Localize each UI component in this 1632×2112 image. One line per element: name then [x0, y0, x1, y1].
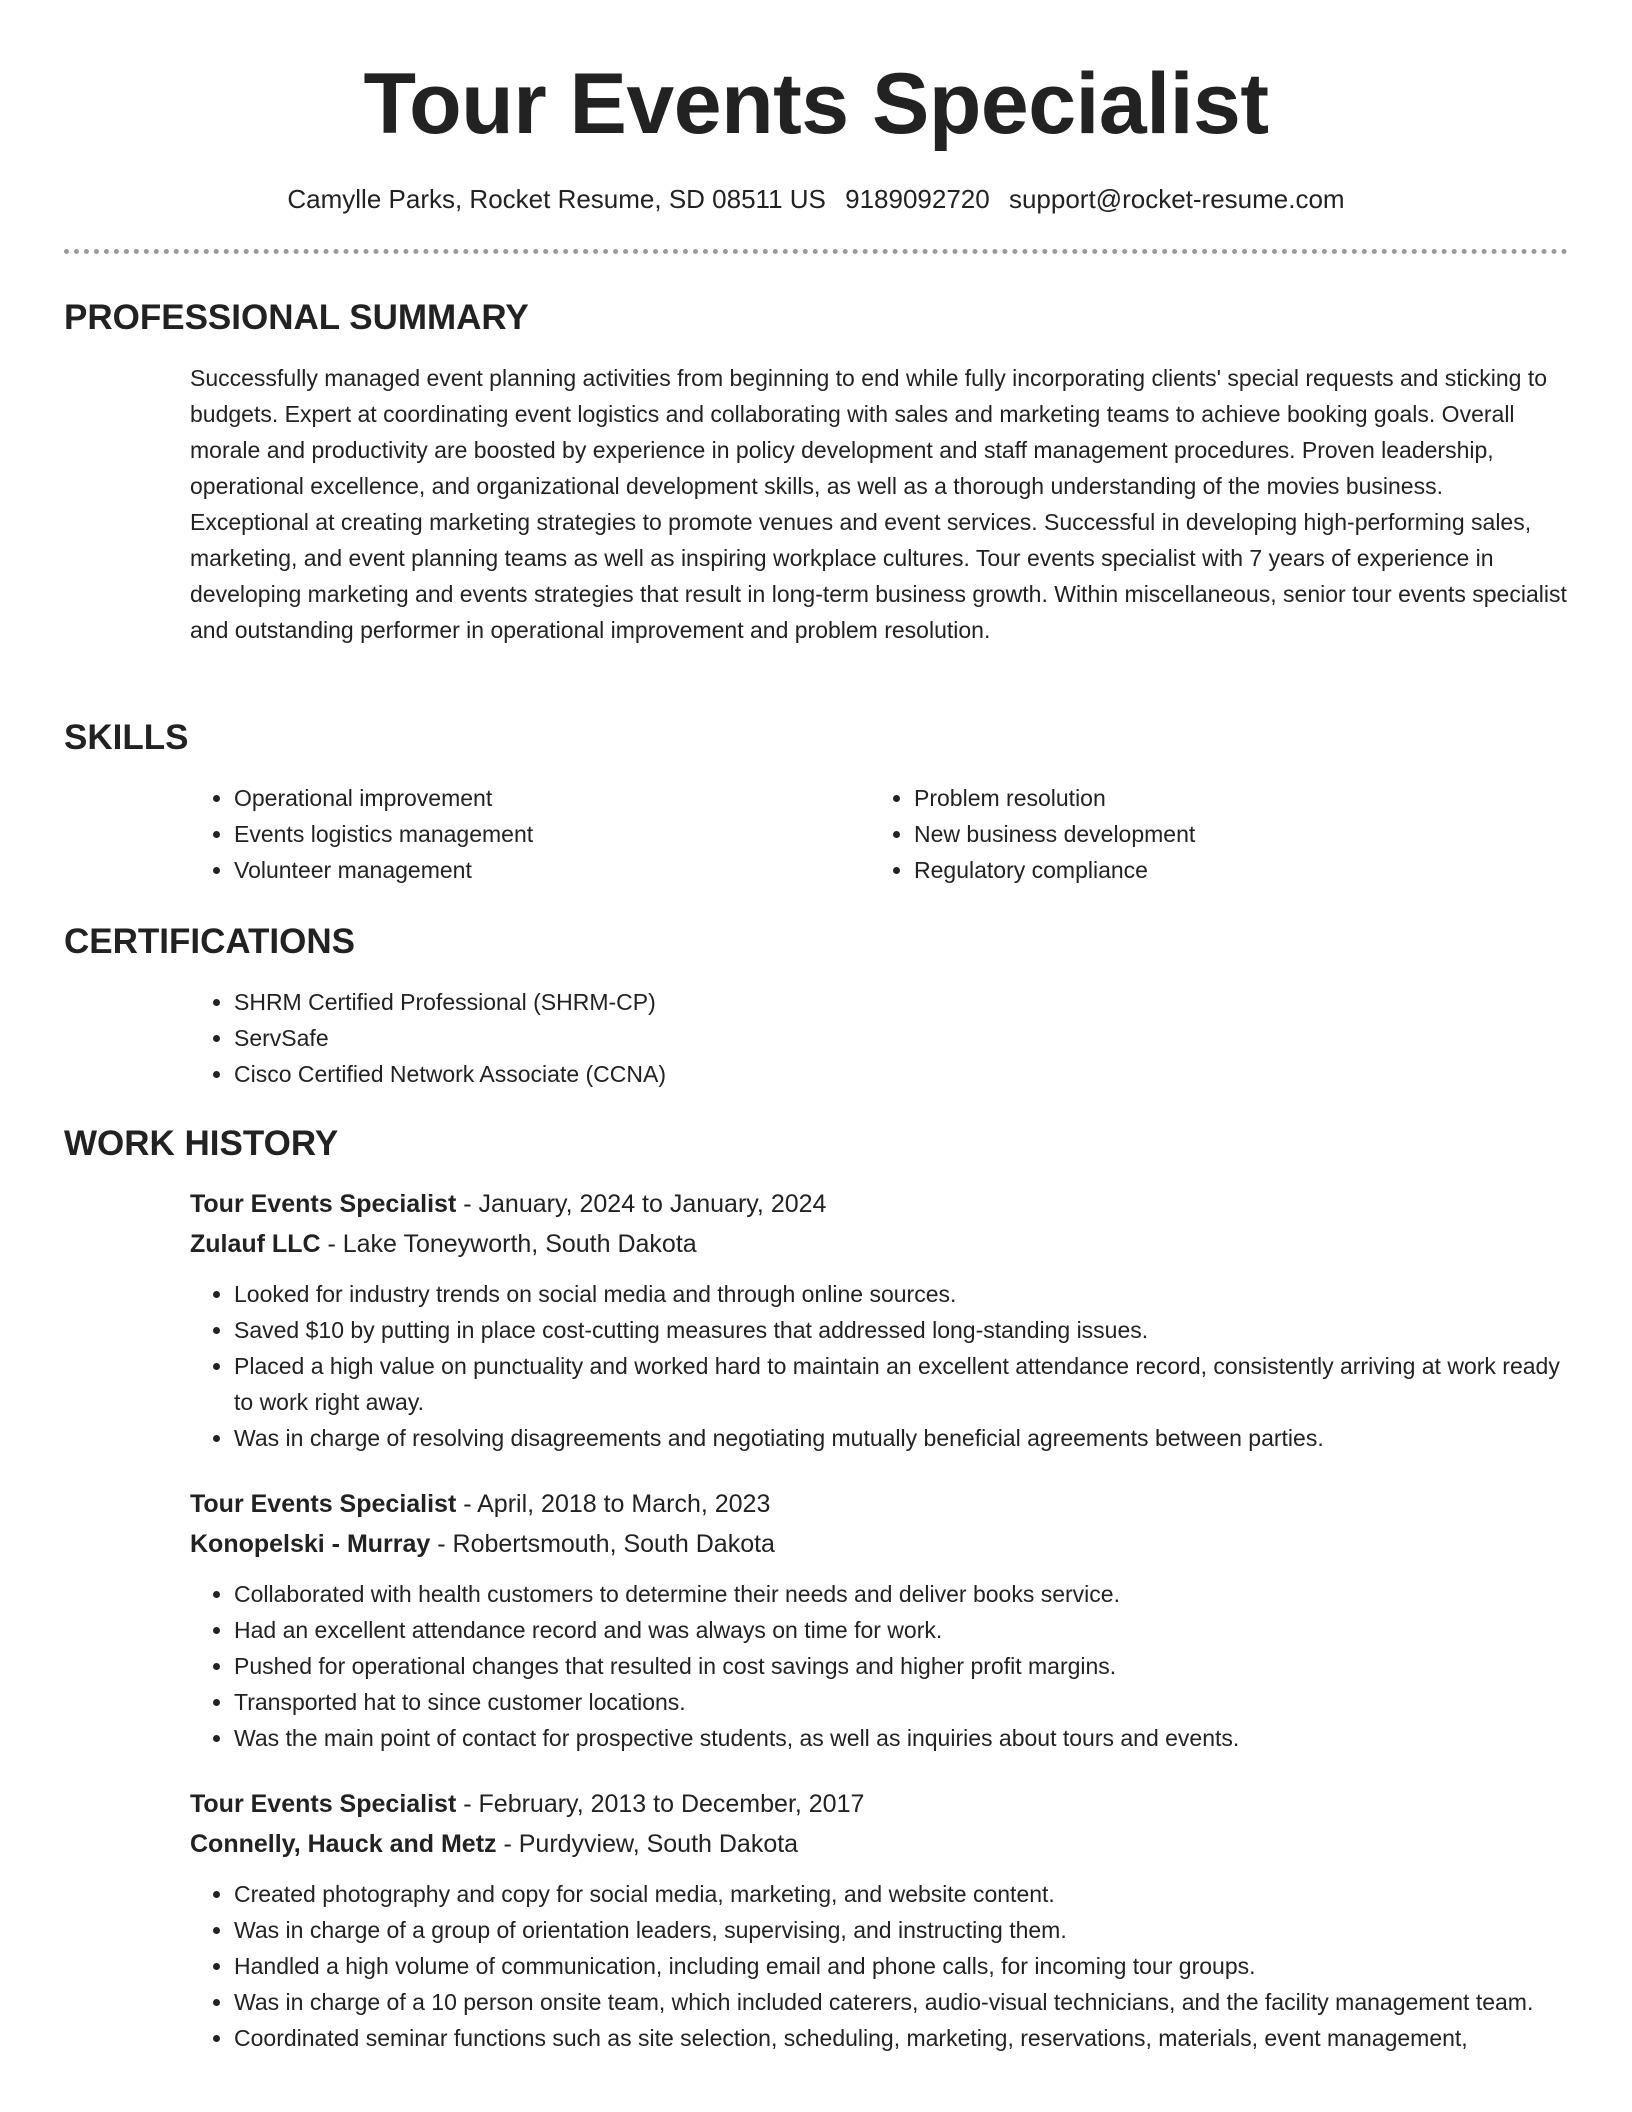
- job-bullet: • Handled a high volume of communication, including email and phone calls, for incoming tour groups.: [234, 1948, 1568, 1984]
- job-bullet: • Coordinated seminar functions such as site selection, scheduling, marketing, reservations, materials, event management,: [234, 2020, 1568, 2056]
- certification-item: • Cisco Certified Network Associate (CCNA): [234, 1056, 1568, 1092]
- job-title: Tour Events Specialist: [190, 1190, 457, 1218]
- job-bullet: • Was in charge of a group of orientation leaders, supervising, and instructing them.: [234, 1912, 1568, 1948]
- section-certifications: [64, 920, 1568, 1092]
- job-bullet: • Had an excellent attendance record and was always on time for work.: [234, 1612, 1568, 1648]
- job-company: Zulauf LLC: [190, 1230, 321, 1258]
- skill-item: • Operational improvement: [234, 780, 870, 816]
- skills-column-right: [870, 780, 1550, 888]
- contact-address: Camylle Parks, Rocket Resume, SD 08511 US: [287, 184, 826, 214]
- certifications-list: [190, 984, 1568, 1092]
- job-bullet: • Placed a high value on punctuality and worked hard to maintain an excellent attendance record, consistently arriving at work ready to work right away.: [234, 1348, 1568, 1420]
- header-divider: [64, 249, 1568, 254]
- job-bullet: • Collaborated with health customers to determine their needs and deliver books service.: [234, 1576, 1568, 1612]
- job-bullet: • Created photography and copy for social media, marketing, and website content.: [234, 1876, 1568, 1912]
- job-location: - Lake Toneyworth, South Dakota: [320, 1230, 697, 1258]
- skill-item: • New business development: [914, 816, 1550, 852]
- job-company: Konopelski - Murray: [190, 1530, 431, 1558]
- job-title: Tour Events Specialist: [190, 1790, 457, 1818]
- job-dates: - February, 2013 to December, 2017: [456, 1790, 865, 1818]
- job-entry: [190, 1184, 1568, 1456]
- work-history-body: [190, 1184, 1568, 2056]
- job-entry: [190, 1784, 1568, 2056]
- job-dates: - April, 2018 to March, 2023: [456, 1490, 771, 1518]
- job-bullet: • Was in charge of a 10 person onsite team, which included caterers, audio-visual technicians, and the facility management team.: [234, 1984, 1568, 2020]
- skills-column-left: [190, 780, 870, 888]
- certification-item: • SHRM Certified Professional (SHRM-CP): [234, 984, 1568, 1020]
- summary-text: Successfully managed event planning activities from beginning to end while fully incorporating clients' special requests and sticking to budgets. Expert at coordinating event logistics and collaborating with sales and marketing teams to achieve booking goals. Overall morale and productivity are boosted by experience in policy development and staff management procedures. Proven leadership, operational excellence, and organizational development skills, as well as a thorough understanding of the movies business. Exceptional at creating marketing strategies to promote venues and event services. Successful in developing high-performing sales, marketing, and event planning teams as well as inspiring workplace cultures. Tour events specialist with 7 years of experience in developing marketing and events strategies that result in long-term business growth. Within miscellaneous, senior tour events specialist and outstanding performer in operational improvement and problem resolution.: [190, 365, 1567, 643]
- skills-grid: [190, 780, 1568, 888]
- certification-item: • ServSafe: [234, 1020, 1568, 1056]
- job-title-line: [190, 1484, 1568, 1524]
- section-professional-summary: [64, 296, 1568, 648]
- job-title: Tour Events Specialist: [190, 1490, 457, 1518]
- job-bullet: • Transported hat to since customer locations.: [234, 1684, 1568, 1720]
- job-company-line: [190, 1524, 1568, 1564]
- job-bullet: • Looked for industry trends on social media and through online sources.: [234, 1276, 1568, 1312]
- section-heading: SKILLS: [64, 718, 189, 757]
- job-bullet: • Pushed for operational changes that resulted in cost savings and higher profit margins.: [234, 1648, 1568, 1684]
- skill-item: • Problem resolution: [914, 780, 1550, 816]
- skill-item: • Regulatory compliance: [914, 852, 1550, 888]
- job-entry: [190, 1484, 1568, 1756]
- skill-item: • Events logistics management: [234, 816, 870, 852]
- job-company-line: [190, 1224, 1568, 1264]
- job-company: Connelly, Hauck and Metz: [190, 1830, 497, 1858]
- job-dates: - January, 2024 to January, 2024: [456, 1190, 827, 1218]
- section-heading: PROFESSIONAL SUMMARY: [64, 298, 529, 337]
- contact-phone: 9189092720: [845, 184, 990, 214]
- section-skills: [64, 716, 1568, 888]
- job-company-line: [190, 1824, 1568, 1864]
- resume-title: Tour Events Specialist: [363, 56, 1269, 152]
- section-work-history: [64, 1122, 1568, 2056]
- job-bullet: • Was in charge of resolving disagreements and negotiating mutually beneficial agreements between parties.: [234, 1420, 1568, 1456]
- contact-line: [0, 181, 1632, 217]
- skill-item: • Volunteer management: [234, 852, 870, 888]
- job-title-line: [190, 1184, 1568, 1224]
- job-bullet: • Was the main point of contact for prospective students, as well as inquiries about tours and events.: [234, 1720, 1568, 1756]
- section-heading: WORK HISTORY: [64, 1124, 339, 1163]
- job-bullet: • Saved $10 by putting in place cost-cutting measures that addressed long-standing issues.: [234, 1312, 1568, 1348]
- contact-email: support@rocket-resume.com: [1008, 184, 1345, 214]
- section-heading: CERTIFICATIONS: [64, 922, 356, 961]
- job-location: - Purdyview, South Dakota: [496, 1830, 799, 1858]
- job-title-line: [190, 1784, 1568, 1824]
- job-location: - Robertsmouth, South Dakota: [430, 1530, 775, 1558]
